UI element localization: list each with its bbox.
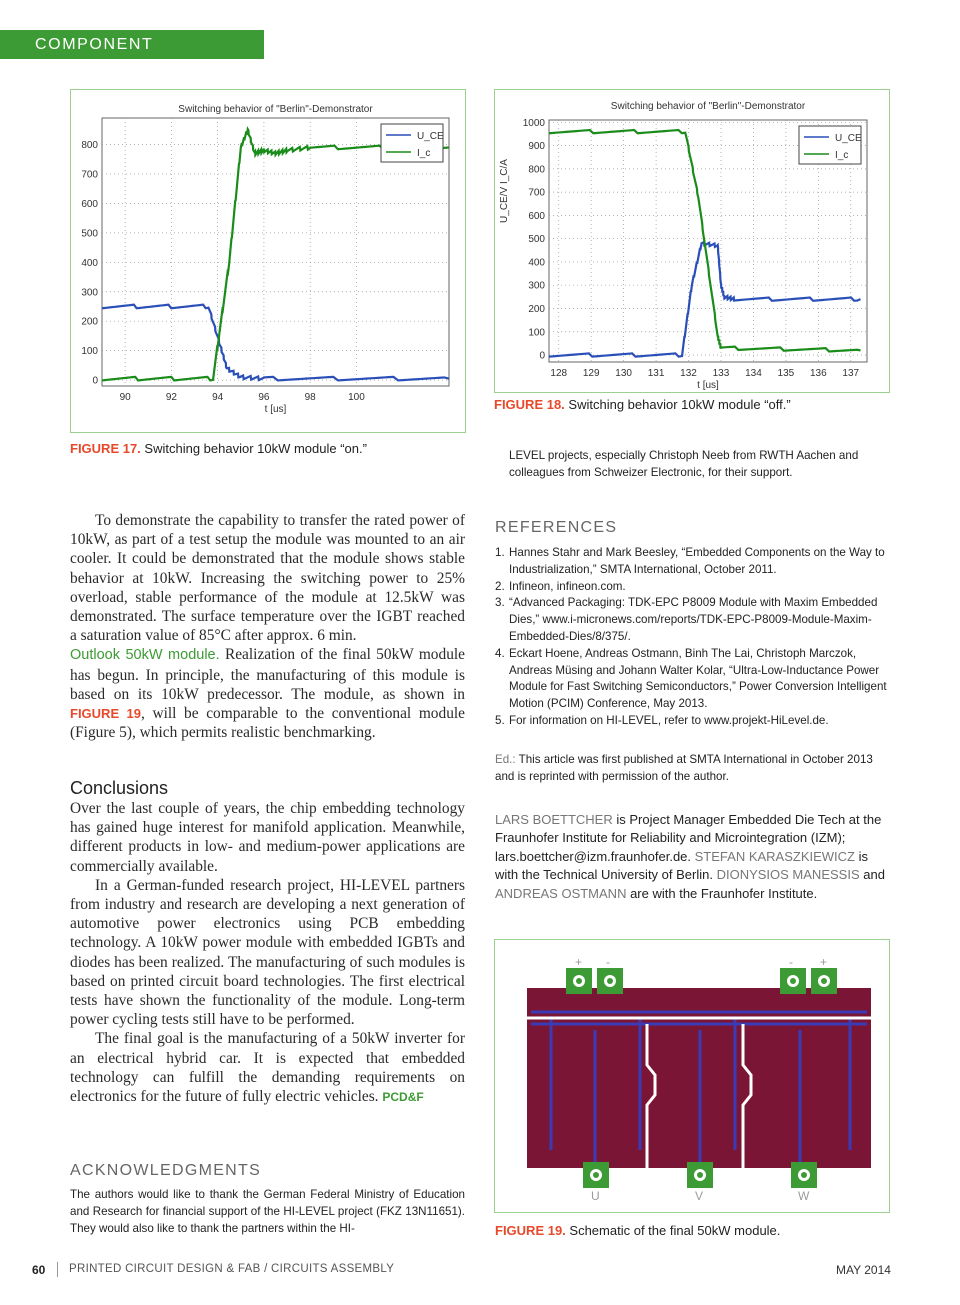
terminal-w: W bbox=[798, 1189, 810, 1203]
fig18-x-tick-label: 129 bbox=[582, 368, 600, 379]
fig18-x-tick-label: 134 bbox=[745, 368, 762, 379]
references-heading: REFERENCES bbox=[495, 519, 618, 536]
fig18-x-tick-label: 137 bbox=[842, 368, 860, 379]
figure-17-caption-text: Switching behavior 10kW module “on.” bbox=[140, 441, 367, 456]
fig17-legend-label: I_c bbox=[417, 148, 431, 159]
figure-18-caption bbox=[494, 397, 894, 412]
end-mark: PCD&F bbox=[382, 1090, 424, 1105]
outlook-text-2: , will be comparable to the conventional module (Figure 5), which permits realistic benchmarking. bbox=[70, 705, 465, 742]
terminal-plus-left: + bbox=[575, 955, 583, 969]
fig18-y-tick-label: 600 bbox=[528, 210, 545, 222]
fig18-x-tick-label: 135 bbox=[777, 368, 795, 379]
fig18-y-axis-label: U_CE/V I_C/A bbox=[499, 159, 510, 223]
terminal-plus-right: + bbox=[820, 955, 828, 969]
footer-separator bbox=[57, 1262, 58, 1277]
author-bio-text-1: is Project Manager Embedded Die Tech at the Fraunhofer Institute for Reliability and Microintegration (IZM); lars.boettcher@izm.fraunhofer.de. bbox=[495, 812, 882, 864]
fig17-y-tick-label: 400 bbox=[81, 257, 98, 269]
author-name-2: STEFAN KARASZKIEWICZ bbox=[694, 848, 855, 864]
figure-19-schematic bbox=[495, 940, 889, 1212]
fig17-y-tick-label: 700 bbox=[81, 169, 98, 181]
publication-name: PRINTED CIRCUIT DESIGN & FAB / CIRCUITS ASSEMBLY bbox=[69, 1263, 395, 1275]
reference-item bbox=[495, 545, 891, 579]
fig17-y-tick-label: 200 bbox=[81, 316, 98, 328]
outlook-lead: Outlook 50kW module. bbox=[70, 647, 220, 664]
page-number: 60 bbox=[32, 1263, 46, 1277]
fig17-y-tick-label: 300 bbox=[81, 287, 98, 299]
fig17-title: Switching behavior of "Berlin"-Demonstrator bbox=[178, 104, 373, 115]
fig17-y-tick-label: 100 bbox=[81, 346, 98, 358]
fig17-x-tick-label: 92 bbox=[165, 392, 177, 403]
author-bio bbox=[495, 811, 891, 903]
fig18-y-tick-label: 200 bbox=[528, 303, 545, 315]
figure-19-caption bbox=[495, 1223, 895, 1238]
figure-18-frame bbox=[494, 89, 890, 393]
author-bio-text-4: are with the Fraunhofer Institute. bbox=[626, 885, 818, 901]
conclusions-body bbox=[70, 799, 465, 1107]
fig18-x-tick-label: 133 bbox=[712, 368, 730, 379]
section-header bbox=[0, 30, 264, 82]
fig18-x-tick-label: 132 bbox=[680, 368, 697, 379]
reference-number: 3. bbox=[495, 596, 505, 610]
editor-note-label: Ed.: bbox=[495, 753, 516, 766]
fig18-y-tick-label: 800 bbox=[528, 164, 545, 176]
fig18-y-tick-label: 100 bbox=[528, 327, 545, 339]
author-name-1: LARS BOETTCHER bbox=[495, 812, 613, 827]
figure-19-reference: FIGURE 19 bbox=[70, 706, 141, 722]
acknowledgments-text: The authors would like to thank the German Federal Ministry of Education and Research for financial support of the HI-LEVEL project (FKZ 13N11651). They would also like to thank the partners within the HI- bbox=[70, 1188, 465, 1235]
fig18-y-tick-label: 0 bbox=[539, 350, 545, 362]
reference-item bbox=[495, 579, 891, 596]
acknowledgments-continued: LEVEL projects, especially Christoph Neeb from RWTH Aachen and colleagues from Schweizer Electronic, for their support. bbox=[509, 449, 859, 479]
reference-item bbox=[495, 713, 891, 730]
fig18-x-tick-label: 136 bbox=[809, 368, 827, 379]
fig17-x-tick-label: 96 bbox=[258, 392, 270, 403]
conclusions-paragraph-1: Over the last couple of years, the chip embedding technology has gained huge interest for manifold application. Meanwhile, different products in low- and medium-power applications are commercially available. bbox=[70, 800, 465, 875]
figure-19-caption-text: Schematic of the final 50kW module. bbox=[565, 1223, 781, 1238]
fig17-x-axis-label: t [us] bbox=[264, 404, 287, 415]
conclusions-paragraph-2: In a German-funded research project, HI-LEVEL partners from industry and research are developing a next generation of automotive power electronics using PCB embedding technology. A 10kW power module with embedded IGBTs and diodes has been realized. The manufacturing of such modules is based on printed circuit board technologies. The first electrical tests have shown the functionality of the module. Long-term power cycling tests still have to be performed. bbox=[70, 876, 465, 1029]
reference-text: Eckart Hoene, Andreas Ostmann, Binh The Lai, Christoph Marczok, Andreas Müsing and Johann Walter Kolar, “Ultra-Low-Inductance Power Module for Fast Switching Semiconductors,” Power Conversion Intelligent Motion (PCIM) Conference, May 2013. bbox=[509, 646, 887, 711]
issue-date: MAY 2014 bbox=[836, 1263, 891, 1277]
fig17-x-tick-label: 100 bbox=[348, 392, 365, 403]
author-bio-text-3: and bbox=[859, 867, 885, 883]
reference-number: 1. bbox=[495, 546, 505, 559]
reference-item bbox=[495, 646, 891, 713]
terminal-minus-left: - bbox=[606, 955, 610, 969]
reference-item bbox=[495, 595, 891, 645]
figure-18-chart bbox=[495, 90, 889, 392]
fig17-y-tick-label: 500 bbox=[81, 228, 98, 240]
fig17-x-tick-label: 94 bbox=[212, 392, 224, 403]
reference-number: 5. bbox=[495, 713, 505, 727]
fig18-x-axis-label: t [us] bbox=[697, 380, 719, 391]
outlook-paragraph bbox=[70, 645, 465, 742]
reference-number: 2. bbox=[495, 579, 505, 593]
fig18-title: Switching behavior of "Berlin"-Demonstrator bbox=[610, 101, 806, 112]
fig18-y-tick-label: 1000 bbox=[522, 117, 545, 129]
section-bold: PACKAGING bbox=[35, 65, 146, 82]
fig17-legend bbox=[381, 124, 443, 162]
figure-17-frame bbox=[70, 89, 466, 433]
author-name-3: DIONYSIOS MANESSIS bbox=[716, 867, 860, 883]
fig18-y-tick-label: 400 bbox=[528, 257, 545, 269]
reference-text: For information on HI-LEVEL, refer to www.projekt-HiLevel.de. bbox=[509, 713, 829, 727]
fig18-legend-label: U_CE bbox=[835, 133, 862, 144]
editor-note bbox=[495, 752, 891, 786]
fig18-legend bbox=[799, 126, 861, 164]
fig18-y-tick-label: 900 bbox=[528, 141, 545, 153]
fig18-y-tick-label: 500 bbox=[528, 234, 545, 246]
references-list bbox=[495, 545, 891, 730]
fig18-x-tick-label: 130 bbox=[615, 368, 632, 379]
fig18-y-tick-label: 300 bbox=[528, 280, 545, 292]
editor-note-text: This article was first published at SMTA International in October 2013 and is reprinted with permission of the author. bbox=[495, 753, 873, 783]
body-left-column bbox=[70, 511, 465, 742]
terminal-u: U bbox=[591, 1189, 600, 1203]
figure-19-label: FIGURE 19. bbox=[495, 1223, 566, 1238]
conclusions-heading: Conclusions bbox=[70, 778, 169, 798]
figure-17-label: FIGURE 17. bbox=[70, 441, 141, 456]
reference-text: “Advanced Packaging: TDK-EPC P8009 Module with Maxim Embedded Dies,” www.i-micronews.com/reports/TDK-EPC-P8009-Module-Maxim-Embedded-Dies/8/375/. bbox=[509, 596, 878, 643]
figure-19-frame bbox=[494, 939, 890, 1213]
fig18-x-tick-label: 131 bbox=[647, 368, 665, 379]
body-paragraph-1: To demonstrate the capability to transfer the rated power of 10kW, as part of a test setup the module was mounted to an air cooler. It could be demonstrated that the module shows stable behavior at 10kW. Increasing the switching power to 25% overload, stable performance of the module at 12.5kW was demonstrated. The surface temperature over the IGBT reached a saturation value of 85°C after approx. 6 min. bbox=[70, 512, 465, 645]
fig18-legend-label: I_c bbox=[835, 150, 849, 161]
figure-18-caption-text: Switching behavior 10kW module “off.” bbox=[564, 397, 791, 412]
author-name-4: ANDREAS OSTMANN bbox=[495, 885, 627, 901]
figure-18-label: FIGURE 18. bbox=[494, 397, 565, 412]
terminal-v: V bbox=[695, 1189, 704, 1203]
fig17-y-tick-label: 600 bbox=[81, 198, 98, 210]
figure-17-caption bbox=[70, 441, 470, 456]
author-bio-text-2: is with the Technical University of Berlin. bbox=[495, 848, 868, 883]
outlook-text: Realization of the final 50kW module has begun. In principle, the manufacturing of this module is based on its 10kW predecessor. The module, as shown in bbox=[70, 646, 465, 703]
reference-text: Hannes Stahr and Mark Beesley, “Embedded Components on the Way to Industrialization,” SMTA International, October 2011. bbox=[509, 546, 885, 576]
conclusions-paragraph-3-text: The final goal is the manufacturing of a 50kW inverter for an electrical hybrid car. It is expected that embedded technology can fulfill the demanding requirements on electronics for the future of fully electric vehicles. bbox=[70, 1030, 465, 1106]
acknowledgments-heading: ACKNOWLEDGMENTS bbox=[70, 1162, 262, 1179]
reference-number: 4. bbox=[495, 646, 505, 660]
fig17-x-tick-label: 90 bbox=[119, 392, 131, 403]
terminal-minus-right: - bbox=[789, 955, 793, 969]
section-prefix: COMPONENT bbox=[35, 36, 154, 53]
reference-text: Infineon, infineon.com. bbox=[509, 579, 626, 593]
fig17-x-tick-label: 98 bbox=[304, 392, 316, 403]
fig18-y-tick-label: 700 bbox=[528, 187, 545, 199]
conclusions-paragraph-3 bbox=[70, 1029, 465, 1107]
fig17-legend-label: U_CE bbox=[417, 131, 444, 142]
fig18-x-tick-label: 128 bbox=[550, 368, 568, 379]
figure-17-chart bbox=[71, 90, 465, 432]
fig17-y-tick-label: 800 bbox=[81, 140, 98, 152]
fig17-y-tick-label: 0 bbox=[92, 375, 98, 387]
